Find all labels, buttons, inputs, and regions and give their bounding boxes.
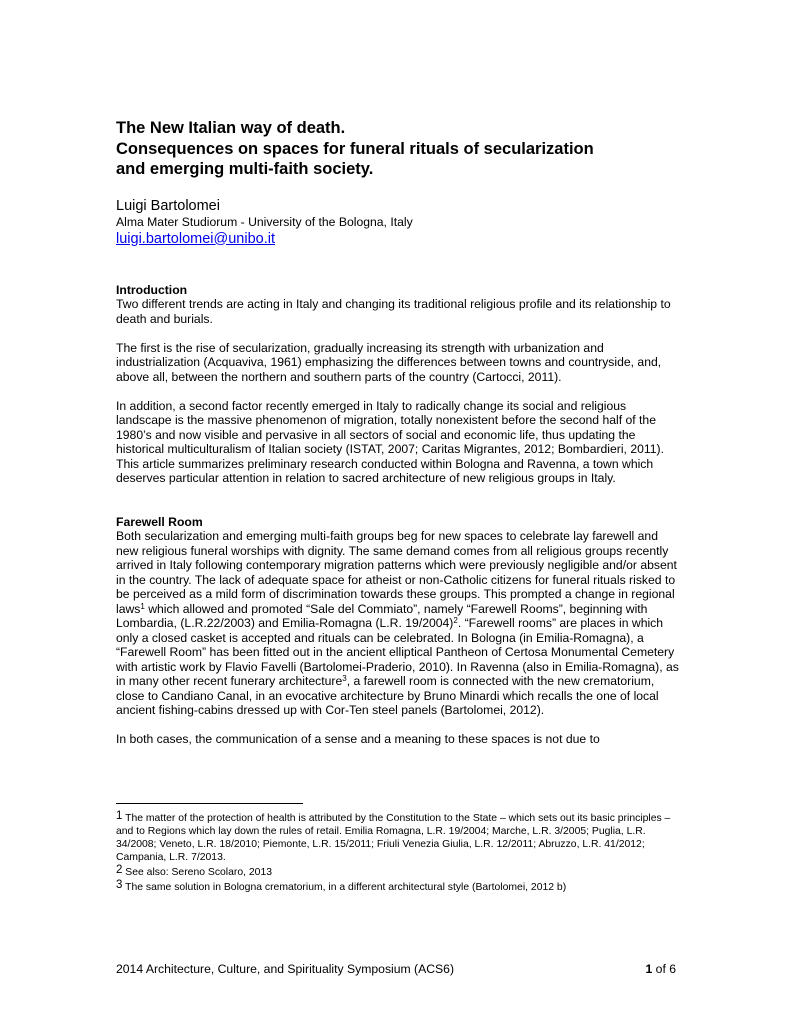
footnote-1 <box>116 810 682 864</box>
footnote-divider <box>116 803 303 804</box>
title-line-3: and emerging multi-faith society. <box>116 160 374 178</box>
footer-conference-name: 2014 Architecture, Culture, and Spirituality Symposium (ACS6) <box>116 962 455 976</box>
introduction-paragraph-2: The first is the rise of secularization, gradually increasing its strength with urbanization and industrialization (Acquaviva, 1961) emphasizing the differences between towns and countryside, and, above all, between the northern and southern parts of the country (Cartocci, 2011). <box>116 340 662 384</box>
page-number <box>646 962 677 977</box>
author-email-link[interactable]: luigi.bartolomei@unibo.it <box>116 230 275 247</box>
author-name: Luigi Bartolomei <box>116 197 220 214</box>
farewell-text-part-4: , a farewell room is connected with the new crematorium, close to Candiano Canal, in an evocative architecture by Bruno Minardi which recalls the one of local ancient fishing-cabins dressed up with Cor-Ten steel panels (Bartolomei, 2012). <box>116 674 659 717</box>
paper-title <box>116 118 682 180</box>
footnote-3-text: The same solution in Bologna crematorium, in a different architectural style (Bartolomei, 2012 b) <box>122 882 567 893</box>
footnote-3 <box>116 879 682 894</box>
footnote-1-text: The matter of the protection of health is attributed by the Constitution to the State – which sets out its basic principles – and to Regions which lay down the rules of retail. Emilia Romagna, L.R. 19/2004; Marche, L.R. 3/2005; Puglia, L.R. 34/2008; Veneto, L.R. 18/2010; Piemonte, L.R. 15/2011; Friuli Venezia Giulia, L.R. 12/2011; Abruzzo, L.R. 41/2012; Campania, L.R. 7/2013. <box>116 813 671 863</box>
introduction-heading: Introduction <box>116 282 188 297</box>
footnote-ref-3[interactable]: 3 <box>342 674 347 683</box>
footnote-1-number: 1 <box>116 810 123 822</box>
farewell-text-part-3: . “Farewell rooms” are places in which only a closed casket is accepted and rituals can be celebrated. In Bologna (in Emilia-Romagna), a “Farewell Room” has been fitted out in the ancient elliptical Pantheon of Certosa Monumental Cemetery with artistic work by Flavio Favelli (Bartolomei-Praderio, 2010). In Ravenna (also in Emilia-Romagna), as in many other recent funerary architecture <box>116 616 679 688</box>
title-line-2: Consequences on spaces for funeral rituals of secularization <box>116 139 594 158</box>
footnotes <box>116 803 682 894</box>
page-footer <box>116 962 676 977</box>
farewell-room-paragraph-1 <box>116 529 682 718</box>
author-affiliation: Alma Mater Studiorum - University of the Bologna, Italy <box>116 214 413 229</box>
footnote-2-text: See also: Sereno Scolaro, 2013 <box>122 867 273 878</box>
farewell-room-paragraph-2: In both cases, the communication of a sense and a meaning to these spaces is not due to <box>116 732 600 746</box>
farewell-text-part-2: which allowed and promoted “Sale del Commiato”, namely “Farewell Rooms”, beginning with Lombardia, (L.R.22/2003) and Emilia-Romagna (L.R. 19/2004) <box>116 601 648 630</box>
farewell-text-part-1: Both secularization and emerging multi-faith groups beg for new spaces to celebrate lay farewell and new religious funeral worships with dignity. The same demand comes from all religious groups recently arrived in Italy following contemporary migration patterns which were previously negligible and/or absent in the country. The lack of adequate space for atheist or non-Catholic citizens for funeral rituals risked to be perceived as a mild form of discrimination towards these groups. This prompted a change in regional laws <box>116 529 677 616</box>
page-body <box>116 118 682 747</box>
title-line-1: The New Italian way of death. <box>116 119 346 137</box>
farewell-room-heading: Farewell Room <box>116 514 203 529</box>
introduction-paragraph-1: Two different trends are acting in Italy and changing its traditional religious profile and its relationship to death and burials. <box>116 297 671 326</box>
introduction-paragraph-3: In addition, a second factor recently emerged in Italy to radically change its social and religious landscape is the massive phenomenon of migration, totally nonexistent before the second half of the 1980’s and now visible and pervasive in all sectors of social and economic life, thus updating the historical multiculturalism of Italian society (ISTAT, 2007; Caritas Migrantes, 2012; Bombardieri, 2011). This article summarizes preliminary research conducted within Bologna and Ravenna, a town which deserves particular attention in relation to sacred architecture of new religious groups in Italy. <box>116 398 664 485</box>
footnote-2-number: 2 <box>116 864 123 876</box>
footnote-3-number: 3 <box>116 879 123 891</box>
total-pages: of 6 <box>652 962 676 976</box>
footnote-2 <box>116 864 682 879</box>
footnote-ref-1[interactable]: 1 <box>140 601 145 611</box>
current-page-number: 1 <box>645 962 653 976</box>
footnote-ref-2[interactable]: 2 <box>453 616 458 625</box>
